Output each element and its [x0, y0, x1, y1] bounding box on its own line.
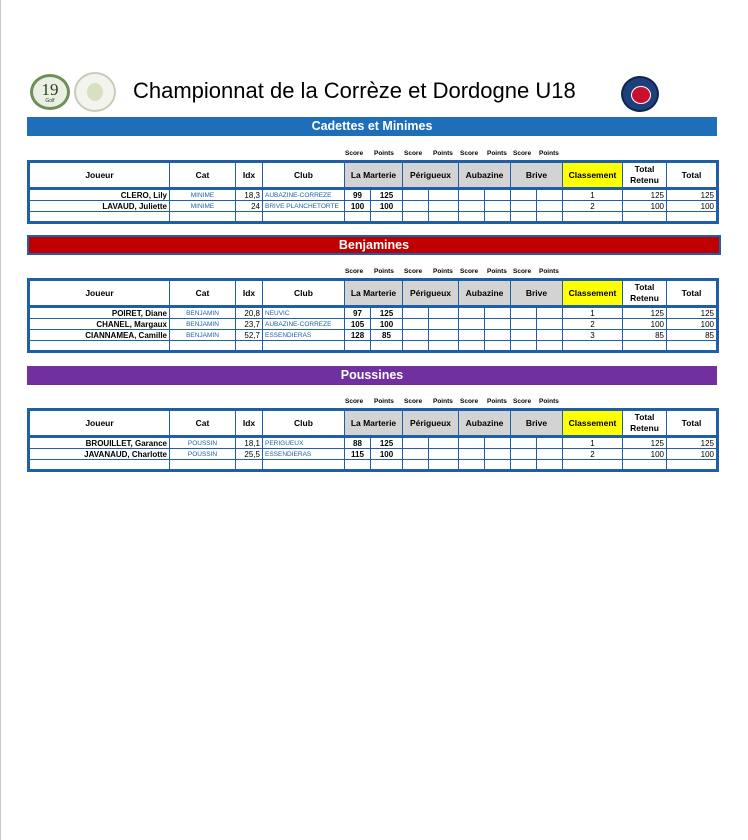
- cell-idx: 23,7: [236, 319, 263, 330]
- header-perigueux: Périgueux: [403, 410, 459, 437]
- empty-cell: [170, 460, 236, 471]
- points-label: Points: [374, 150, 394, 157]
- empty-cell: [459, 437, 485, 449]
- cell-club: BRIVE PLANCHETORTE: [263, 201, 345, 212]
- score-label: Score: [460, 268, 479, 275]
- empty-cell: [537, 201, 563, 212]
- header-club: Club: [263, 162, 345, 189]
- cell-idx: 25,5: [236, 449, 263, 460]
- empty-cell: [485, 330, 511, 341]
- empty-cell: [236, 460, 263, 471]
- empty-cell: [429, 341, 459, 352]
- cell-marterie-points: 85: [371, 330, 403, 341]
- empty-cell: [537, 189, 563, 201]
- cell-classement: 2: [563, 319, 623, 330]
- document-header: [28, 72, 718, 114]
- cell-joueur: JAVANAUD, Charlotte: [29, 449, 170, 460]
- empty-cell: [537, 341, 563, 352]
- empty-cell: [511, 212, 537, 223]
- cell-total: 85: [667, 330, 718, 341]
- cell-joueur: LAVAUD, Juliette: [29, 201, 170, 212]
- cell-idx: 18,1: [236, 437, 263, 449]
- empty-cell: [429, 201, 459, 212]
- cell-joueur: POIRET, Diane: [29, 307, 170, 319]
- cell-marterie-points: 125: [371, 437, 403, 449]
- header-idx: Idx: [236, 162, 263, 189]
- empty-cell: [403, 307, 429, 319]
- header-classement: Classement: [563, 280, 623, 307]
- empty-cell: [623, 212, 667, 223]
- header-perigueux: Périgueux: [403, 162, 459, 189]
- score-label: Score: [513, 150, 532, 157]
- empty-cell: [485, 437, 511, 449]
- golf-19-logo: [30, 74, 70, 110]
- empty-cell: [511, 330, 537, 341]
- empty-cell: [459, 341, 485, 352]
- empty-cell: [263, 460, 345, 471]
- empty-cell: [371, 212, 403, 223]
- header-aubazine: Aubazine: [459, 410, 511, 437]
- logo-number: 19: [41, 80, 59, 99]
- points-label: Points: [539, 150, 559, 157]
- empty-cell: [563, 460, 623, 471]
- table-row: [29, 201, 718, 212]
- header-la-marterie: La Marterie: [345, 280, 403, 307]
- header-total: Total: [667, 280, 718, 307]
- empty-cell: [429, 307, 459, 319]
- empty-cell: [667, 212, 718, 223]
- score-label: Score: [404, 268, 423, 275]
- empty-cell: [263, 212, 345, 223]
- cell-marterie-score: 99: [345, 189, 371, 201]
- cell-total-retenu: 100: [623, 319, 667, 330]
- empty-cell: [371, 341, 403, 352]
- points-label: Points: [487, 268, 507, 275]
- cell-cat: BENJAMIN: [170, 319, 236, 330]
- results-table: [27, 408, 719, 472]
- cell-total-retenu: 85: [623, 330, 667, 341]
- empty-cell: [537, 449, 563, 460]
- points-label: Points: [374, 398, 394, 405]
- points-label: Points: [487, 398, 507, 405]
- empty-cell: [485, 212, 511, 223]
- empty-cell: [29, 212, 170, 223]
- table-row: [29, 341, 718, 352]
- empty-cell: [429, 319, 459, 330]
- header-joueur: Joueur: [29, 280, 170, 307]
- points-label: Points: [487, 150, 507, 157]
- score-label: Score: [460, 150, 479, 157]
- cell-total-retenu: 100: [623, 449, 667, 460]
- header-la-marterie: La Marterie: [345, 162, 403, 189]
- empty-cell: [485, 460, 511, 471]
- cell-club: ESSENDIERAS: [263, 449, 345, 460]
- empty-cell: [459, 307, 485, 319]
- cell-joueur: CHANEL, Margaux: [29, 319, 170, 330]
- cell-marterie-score: 100: [345, 201, 371, 212]
- points-label: Points: [539, 268, 559, 275]
- empty-cell: [485, 189, 511, 201]
- header-brive: Brive: [511, 162, 563, 189]
- header-total: Total: [667, 410, 718, 437]
- results-table: [27, 278, 719, 353]
- empty-cell: [459, 212, 485, 223]
- empty-cell: [511, 189, 537, 201]
- empty-cell: [485, 307, 511, 319]
- header-cat: Cat: [170, 280, 236, 307]
- table-row: [29, 330, 718, 341]
- empty-cell: [345, 460, 371, 471]
- empty-cell: [511, 341, 537, 352]
- empty-cell: [563, 341, 623, 352]
- cell-classement: 1: [563, 437, 623, 449]
- empty-cell: [537, 212, 563, 223]
- empty-cell: [563, 212, 623, 223]
- empty-cell: [403, 449, 429, 460]
- points-label: Points: [374, 268, 394, 275]
- cell-cat: MINIME: [170, 201, 236, 212]
- empty-cell: [29, 460, 170, 471]
- empty-cell: [403, 437, 429, 449]
- table-row: [29, 460, 718, 471]
- empty-cell: [403, 212, 429, 223]
- header-total-retenu: Total Retenu: [623, 410, 667, 437]
- points-label: Points: [433, 150, 453, 157]
- cell-total-retenu: 125: [623, 437, 667, 449]
- cell-classement: 2: [563, 449, 623, 460]
- cell-marterie-score: 97: [345, 307, 371, 319]
- cell-total: 100: [667, 319, 718, 330]
- empty-cell: [236, 341, 263, 352]
- cell-marterie-points: 125: [371, 189, 403, 201]
- score-label: Score: [404, 398, 423, 405]
- empty-cell: [511, 437, 537, 449]
- empty-cell: [429, 212, 459, 223]
- empty-cell: [429, 189, 459, 201]
- score-label: Score: [513, 398, 532, 405]
- empty-cell: [429, 449, 459, 460]
- score-label: Score: [345, 398, 364, 405]
- empty-cell: [403, 201, 429, 212]
- table-row: [29, 307, 718, 319]
- cell-club: NEUVIC: [263, 307, 345, 319]
- cell-marterie-score: 128: [345, 330, 371, 341]
- empty-cell: [403, 319, 429, 330]
- header-cat: Cat: [170, 162, 236, 189]
- empty-cell: [485, 341, 511, 352]
- cell-idx: 52,7: [236, 330, 263, 341]
- header-perigueux: Périgueux: [403, 280, 459, 307]
- empty-cell: [459, 330, 485, 341]
- cell-total-retenu: 125: [623, 307, 667, 319]
- empty-cell: [345, 212, 371, 223]
- empty-cell: [459, 449, 485, 460]
- empty-cell: [429, 330, 459, 341]
- score-label: Score: [460, 398, 479, 405]
- header-total: Total: [667, 162, 718, 189]
- page-title: Championnat de la Corrèze et Dordogne U18: [133, 78, 576, 103]
- cell-joueur: CIANNAMEA, Camille: [29, 330, 170, 341]
- golf-club-seal-logo: [74, 72, 116, 112]
- empty-cell: [511, 449, 537, 460]
- cell-club: AUBAZINE-CORREZE: [263, 189, 345, 201]
- cell-classement: 2: [563, 201, 623, 212]
- empty-cell: [403, 189, 429, 201]
- section-bar-1: Benjamines: [27, 235, 721, 255]
- header-joueur: Joueur: [29, 162, 170, 189]
- cell-cat: MINIME: [170, 189, 236, 201]
- empty-cell: [459, 189, 485, 201]
- section-bar-0: Cadettes et Minimes: [27, 117, 717, 136]
- header-club: Club: [263, 410, 345, 437]
- empty-cell: [263, 341, 345, 352]
- cell-joueur: CLERO, Lily: [29, 189, 170, 201]
- cell-classement: 1: [563, 307, 623, 319]
- header-total-retenu: Total Retenu: [623, 280, 667, 307]
- cell-classement: 3: [563, 330, 623, 341]
- cell-marterie-points: 100: [371, 319, 403, 330]
- empty-cell: [537, 330, 563, 341]
- header-brive: Brive: [511, 410, 563, 437]
- empty-cell: [459, 201, 485, 212]
- cell-total-retenu: 100: [623, 201, 667, 212]
- logo-subtext: Golf: [45, 98, 55, 104]
- cell-cat: POUSSIN: [170, 449, 236, 460]
- cell-idx: 24: [236, 201, 263, 212]
- table-row: [29, 212, 718, 223]
- empty-cell: [170, 212, 236, 223]
- section-bar-2: Poussines: [27, 366, 717, 385]
- cell-total: 125: [667, 189, 718, 201]
- empty-cell: [485, 201, 511, 212]
- empty-cell: [371, 460, 403, 471]
- empty-cell: [403, 341, 429, 352]
- cell-marterie-score: 105: [345, 319, 371, 330]
- empty-cell: [459, 319, 485, 330]
- empty-cell: [667, 460, 718, 471]
- score-label: Score: [345, 268, 364, 275]
- empty-cell: [537, 307, 563, 319]
- header-aubazine: Aubazine: [459, 280, 511, 307]
- empty-cell: [511, 319, 537, 330]
- empty-cell: [236, 212, 263, 223]
- cell-joueur: BROUILLET, Garance: [29, 437, 170, 449]
- cell-marterie-points: 100: [371, 201, 403, 212]
- empty-cell: [511, 307, 537, 319]
- empty-cell: [511, 201, 537, 212]
- cell-total: 100: [667, 449, 718, 460]
- cell-cat: BENJAMIN: [170, 307, 236, 319]
- empty-cell: [345, 341, 371, 352]
- empty-cell: [537, 460, 563, 471]
- header-brive: Brive: [511, 280, 563, 307]
- table-row: [29, 437, 718, 449]
- cell-classement: 1: [563, 189, 623, 201]
- empty-cell: [429, 460, 459, 471]
- empty-cell: [485, 449, 511, 460]
- empty-cell: [29, 341, 170, 352]
- federation-logo: [621, 76, 659, 112]
- cell-idx: 18,3: [236, 189, 263, 201]
- header-cat: Cat: [170, 410, 236, 437]
- empty-cell: [459, 460, 485, 471]
- empty-cell: [623, 341, 667, 352]
- empty-cell: [623, 460, 667, 471]
- header-classement: Classement: [563, 410, 623, 437]
- cell-total: 125: [667, 307, 718, 319]
- cell-total-retenu: 125: [623, 189, 667, 201]
- cell-club: AUBAZINE-CORREZE: [263, 319, 345, 330]
- points-label: Points: [539, 398, 559, 405]
- empty-cell: [403, 330, 429, 341]
- header-classement: Classement: [563, 162, 623, 189]
- table-row: [29, 319, 718, 330]
- score-label: Score: [513, 268, 532, 275]
- results-table: [27, 160, 719, 224]
- empty-cell: [485, 319, 511, 330]
- cell-cat: POUSSIN: [170, 437, 236, 449]
- score-label: Score: [345, 150, 364, 157]
- empty-cell: [537, 437, 563, 449]
- empty-cell: [511, 460, 537, 471]
- points-label: Points: [433, 268, 453, 275]
- cell-marterie-score: 88: [345, 437, 371, 449]
- score-label: Score: [404, 150, 423, 157]
- empty-cell: [170, 341, 236, 352]
- cell-marterie-score: 115: [345, 449, 371, 460]
- points-label: Points: [433, 398, 453, 405]
- empty-cell: [667, 341, 718, 352]
- cell-club: ESSENDIERAS: [263, 330, 345, 341]
- page-left-edge: [0, 0, 1, 840]
- table-row: [29, 449, 718, 460]
- empty-cell: [537, 319, 563, 330]
- cell-cat: BENJAMIN: [170, 330, 236, 341]
- cell-club: PERIGUEUX: [263, 437, 345, 449]
- cell-idx: 20,8: [236, 307, 263, 319]
- federation-emblem-icon: [631, 86, 651, 104]
- header-total-retenu: Total Retenu: [623, 162, 667, 189]
- cell-total: 100: [667, 201, 718, 212]
- header-club: Club: [263, 280, 345, 307]
- header-joueur: Joueur: [29, 410, 170, 437]
- empty-cell: [429, 437, 459, 449]
- header-aubazine: Aubazine: [459, 162, 511, 189]
- header-idx: Idx: [236, 280, 263, 307]
- cell-marterie-points: 125: [371, 307, 403, 319]
- cell-marterie-points: 100: [371, 449, 403, 460]
- cell-total: 125: [667, 437, 718, 449]
- empty-cell: [403, 460, 429, 471]
- header-la-marterie: La Marterie: [345, 410, 403, 437]
- table-row: [29, 189, 718, 201]
- header-idx: Idx: [236, 410, 263, 437]
